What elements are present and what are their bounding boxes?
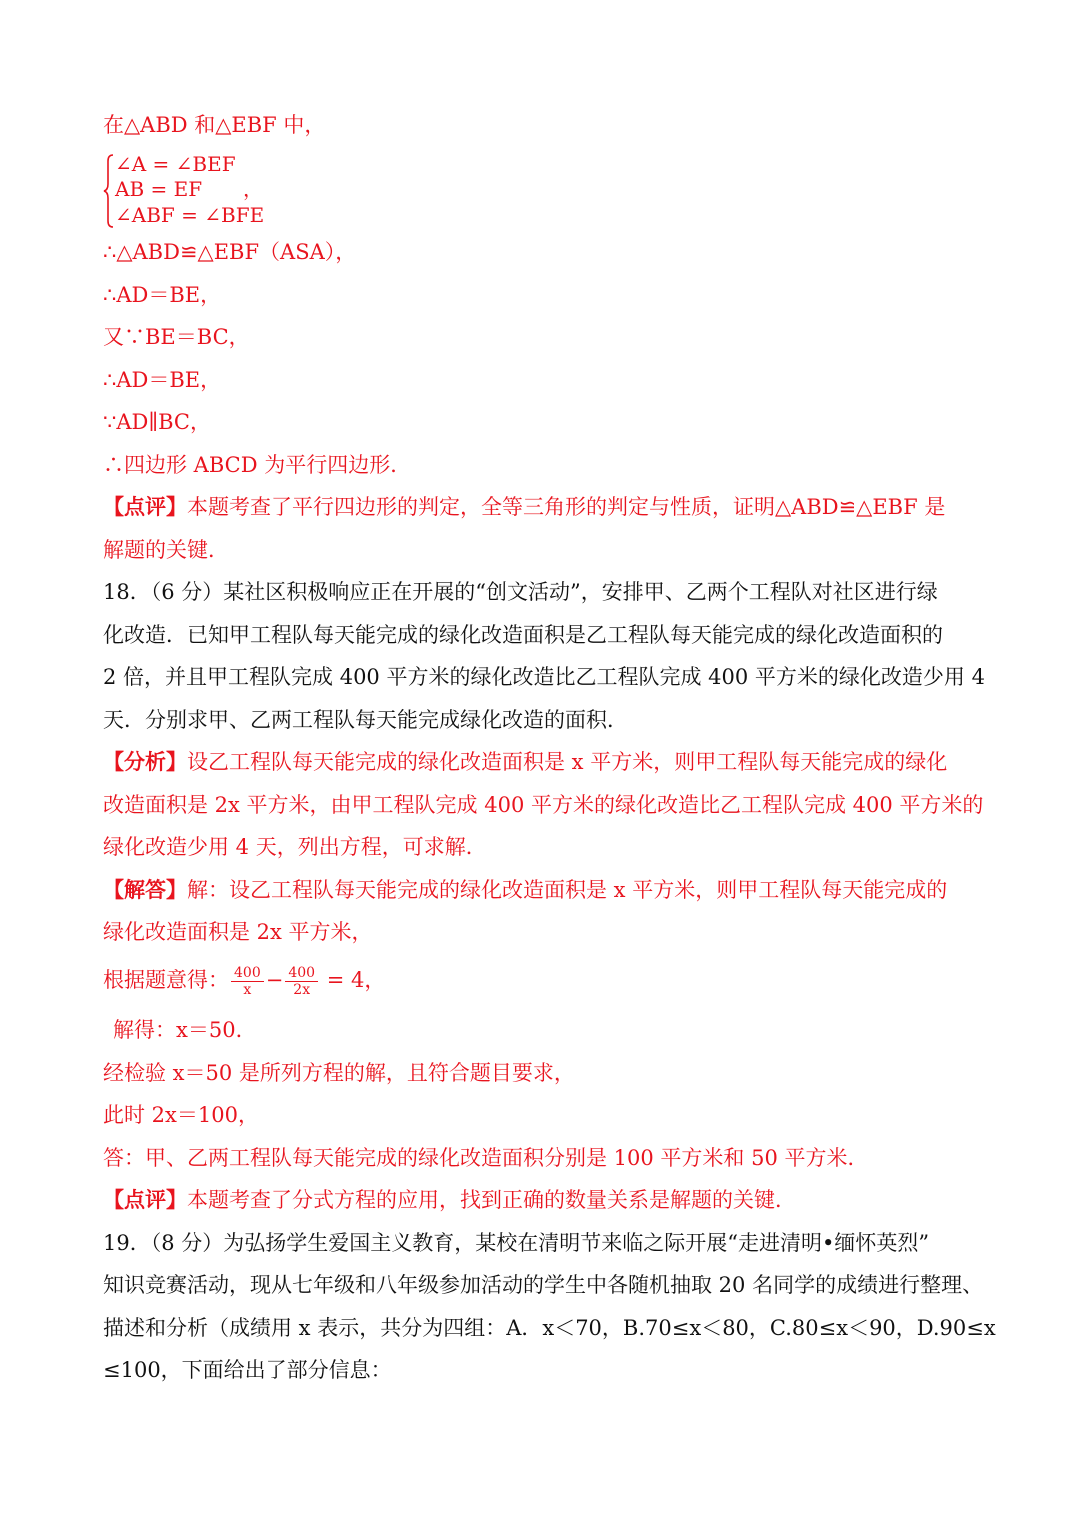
proof-intro: 在△ABD 和△EBF 中，: [103, 113, 326, 137]
proof-conclusion: ∴四边形 ABCD 为平行四边形．: [103, 453, 412, 477]
review-tag: 【点评】: [103, 494, 187, 519]
equation-suffix: = 4，: [326, 968, 386, 992]
answer-text: 解：设乙工程队每天能完成的绿化改造面积是 x 平方米，则甲工程队每天能完成的: [187, 878, 948, 902]
system-row-1: ∠A = ∠BEF: [115, 152, 236, 176]
proof-line-parallel: ∵AD∥BC，: [103, 410, 211, 434]
then-line: 此时 2x＝100，: [103, 1103, 259, 1127]
analysis-tag: 【分析】: [103, 749, 187, 774]
system-row-2: AB = EF: [115, 177, 203, 201]
equation-prefix: 根据题意得：: [103, 968, 229, 992]
analysis-line-2: 改造面积是 2x 平方米，由甲工程队完成 400 平方米的绿化改造比乙工程队完成 400 平方米的: [103, 793, 984, 817]
review-18-text: 本题考查了分式方程的应用，找到正确的数量关系是解题的关键．: [187, 1188, 796, 1212]
question-19-line-2: 知识竞赛活动，现从七年级和八年级参加活动的学生中各随机抽取 20 名同学的成绩进行整理、: [103, 1273, 984, 1297]
proof-line-ad-be-2: ∴AD＝BE，: [103, 368, 222, 392]
fraction-400-over-2x: [285, 965, 318, 998]
fraction-400-over-x: [231, 965, 264, 998]
fraction-numerator: 400: [285, 965, 318, 982]
fraction-numerator: 400: [231, 965, 264, 982]
equation-system: [103, 152, 303, 230]
review-17-line-2: 解题的关键．: [103, 538, 229, 562]
answer-tag: 【解答】: [103, 877, 187, 902]
analysis-text: 设乙工程队每天能完成的绿化改造面积是 x 平方米，则甲工程队每天能完成的绿化: [187, 750, 948, 774]
question-18-line-3: 2 倍，并且甲工程队完成 400 平方米的绿化改造比乙工程队完成 400 平方米的绿化改造少用 4: [103, 665, 985, 689]
left-brace-icon: [103, 152, 115, 230]
question-19-line-3: 描述和分析（成绩用 x 表示，共分为四组：A．x＜70，B.70≤x＜80，C.80≤x＜90，D.90≤x: [103, 1316, 996, 1340]
fraction-denominator: 2x: [293, 982, 311, 998]
analysis-line-1: [103, 747, 947, 777]
question-19-line-4: ≤100，下面给出了部分信息：: [103, 1358, 392, 1382]
system-trailing-comma: ，: [243, 177, 263, 201]
system-row-3: ∠ABF = ∠BFE: [115, 203, 265, 227]
review-tag: 【点评】: [103, 1187, 187, 1212]
answer-line-2: 绿化改造面积是 2x 平方米，: [103, 920, 373, 944]
review-17-text: 本题考查了平行四边形的判定，全等三角形的判定与性质，证明△ABD≌△EBF 是: [187, 495, 946, 519]
fraction-denominator: x: [243, 982, 252, 998]
analysis-line-3: 绿化改造少用 4 天，列出方程，可求解．: [103, 835, 487, 859]
solve-line: 解得：x＝50．: [113, 1018, 257, 1042]
question-19-line-1: 19．（8 分）为弘扬学生爱国主义教育，某校在清明节来临之际开展“走进清明•缅怀英烈”: [103, 1231, 930, 1255]
check-line: 经检验 x＝50 是所列方程的解，且符合题目要求，: [103, 1061, 575, 1085]
proof-line-ad-be: ∴AD＝BE，: [103, 283, 222, 307]
review-17-line-1: [103, 492, 945, 522]
answer-line-1: [103, 875, 947, 905]
proof-line-be-bc: 又∵BE＝BC，: [103, 325, 250, 349]
question-18-line-1: 18．（6 分）某社区积极响应正在开展的“创文活动”，安排甲、乙两个工程队对社区进行绿: [103, 580, 938, 604]
equation-minus: −: [265, 968, 284, 992]
proof-line-congruent: ∴△ABD≌△EBF（ASA），: [103, 240, 357, 264]
review-18-line: [103, 1185, 796, 1215]
question-18-line-4: 天．分别求甲、乙两工程队每天能完成绿化改造的面积．: [103, 708, 628, 732]
equation-line: [103, 962, 385, 998]
final-answer-line: 答：甲、乙两工程队每天能完成的绿化改造面积分别是 100 平方米和 50 平方米．: [103, 1146, 869, 1170]
question-18-line-2: 化改造．已知甲工程队每天能完成的绿化改造面积是乙工程队每天能完成的绿化改造面积的: [103, 623, 943, 647]
